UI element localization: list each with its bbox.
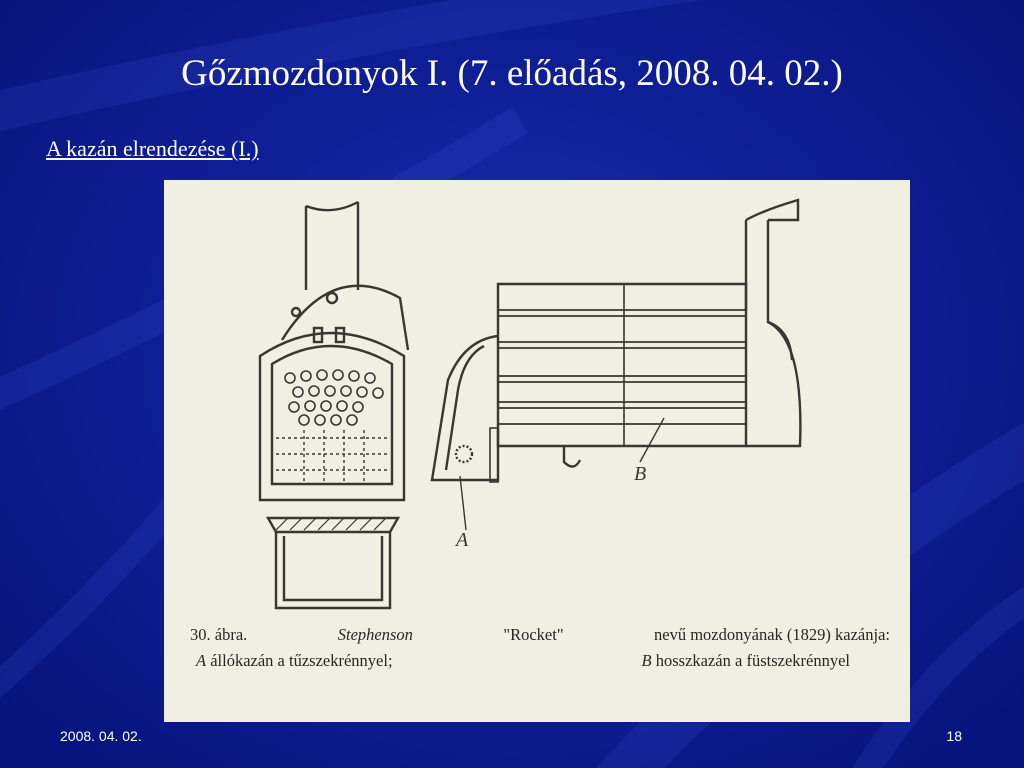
caption-b-group — [642, 648, 850, 674]
caption-a-group — [196, 648, 393, 674]
tube-holes — [285, 370, 383, 425]
firebox-side — [432, 336, 498, 480]
label-b: B — [634, 463, 647, 485]
figure-caption — [190, 622, 890, 674]
slide-title: Gőzmozdonyok I. (7. előadás, 2008. 04. 02.) — [181, 53, 843, 94]
boiler-figure — [164, 180, 910, 722]
caption-a-text: állókazán a tűzszekrénnyel; — [210, 651, 393, 670]
caption-quote: "Rocket" — [503, 625, 564, 644]
footer-date: 2008. 04. 02. — [60, 728, 142, 744]
page-number: 18 — [946, 728, 962, 744]
left-chimney — [306, 202, 358, 290]
caption-name: Stephenson — [337, 625, 413, 644]
caption-b-text: hosszkazán a füstszekrénnyel — [655, 651, 850, 670]
caption-line-2 — [196, 648, 890, 674]
boiler-drawing — [164, 180, 910, 620]
stay-rods — [276, 430, 390, 484]
long-boiler-shell — [498, 284, 746, 446]
label-a: A — [456, 529, 469, 551]
caption-b-letter: B — [641, 651, 652, 670]
caption-rest: nevű mozdonyának (1829) kazánja: — [654, 625, 890, 644]
fire-tubes — [498, 310, 746, 424]
caption-figure-number: 30. ábra. — [190, 625, 248, 644]
slide-subtitle: A kazán elrendezése (I.) — [46, 136, 259, 161]
caption-a-letter: A — [196, 651, 207, 670]
caption-line-1 — [190, 622, 890, 648]
